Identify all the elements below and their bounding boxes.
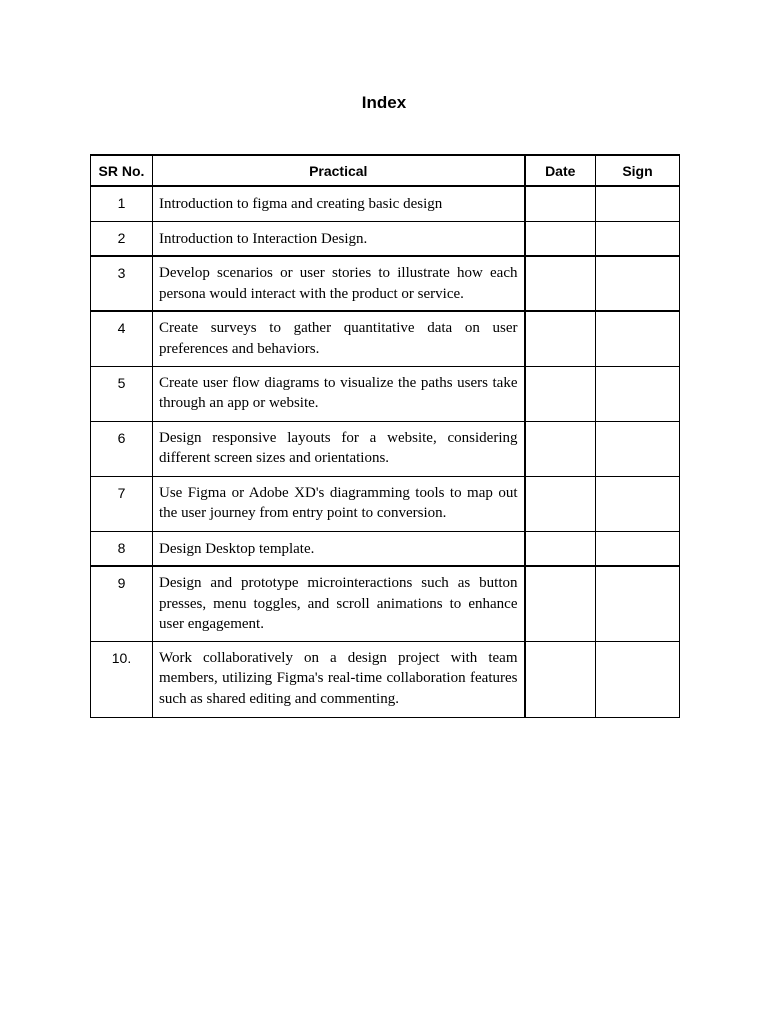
date-cell	[525, 566, 596, 641]
sign-cell	[596, 531, 680, 566]
practical-cell: Use Figma or Adobe XD's diagramming tools to map out the user journey from entry point to conversion.	[153, 476, 525, 531]
header-sr-no: SR No.	[91, 155, 153, 186]
practical-cell: Create surveys to gather quantitative data on user preferences and behaviors.	[153, 311, 525, 366]
sign-cell	[596, 366, 680, 421]
table-row	[91, 566, 680, 641]
sign-cell	[596, 641, 680, 717]
date-cell	[525, 531, 596, 566]
practical-cell: Develop scenarios or user stories to illustrate how each persona would interact with the product or service.	[153, 256, 525, 311]
date-cell	[525, 366, 596, 421]
date-cell	[525, 421, 596, 476]
sr-no-cell: 8	[91, 531, 153, 566]
table-row	[91, 531, 680, 566]
sr-no-cell: 9	[91, 566, 153, 641]
table-row	[91, 421, 680, 476]
table-row	[91, 641, 680, 717]
sr-no-cell: 1	[91, 186, 153, 221]
table-header-row	[91, 155, 680, 186]
practical-cell: Design responsive layouts for a website, considering different screen sizes and orientations.	[153, 421, 525, 476]
date-cell	[525, 641, 596, 717]
practical-cell: Create user flow diagrams to visualize the paths users take through an app or website.	[153, 366, 525, 421]
date-cell	[525, 311, 596, 366]
header-date: Date	[525, 155, 596, 186]
table-row	[91, 366, 680, 421]
header-practical: Practical	[153, 155, 525, 186]
sign-cell	[596, 256, 680, 311]
index-table	[90, 154, 680, 718]
sr-no-cell: 6	[91, 421, 153, 476]
sr-no-cell: 7	[91, 476, 153, 531]
sr-no-cell: 10.	[91, 641, 153, 717]
sign-cell	[596, 566, 680, 641]
table-row	[91, 186, 680, 221]
practical-cell: Design and prototype microinteractions such as button presses, menu toggles, and scroll animations to enhance user engagement.	[153, 566, 525, 641]
sr-no-cell: 4	[91, 311, 153, 366]
sr-no-cell: 3	[91, 256, 153, 311]
practical-cell: Introduction to figma and creating basic design	[153, 186, 525, 221]
sign-cell	[596, 421, 680, 476]
table-row	[91, 256, 680, 311]
sr-no-cell: 2	[91, 221, 153, 256]
practical-cell: Design Desktop template.	[153, 531, 525, 566]
date-cell	[525, 221, 596, 256]
sign-cell	[596, 311, 680, 366]
sr-no-cell: 5	[91, 366, 153, 421]
date-cell	[525, 256, 596, 311]
sign-cell	[596, 221, 680, 256]
page-title: Index	[361, 93, 407, 112]
header-sign: Sign	[596, 155, 680, 186]
table-row	[91, 311, 680, 366]
practical-cell: Work collaboratively on a design project with team members, utilizing Figma's real-time collaboration features such as shared editing and commenting.	[153, 641, 525, 717]
date-cell	[525, 186, 596, 221]
sign-cell	[596, 186, 680, 221]
practical-cell: Introduction to Interaction Design.	[153, 221, 525, 256]
table-row	[91, 221, 680, 256]
table-row	[91, 476, 680, 531]
sign-cell	[596, 476, 680, 531]
date-cell	[525, 476, 596, 531]
